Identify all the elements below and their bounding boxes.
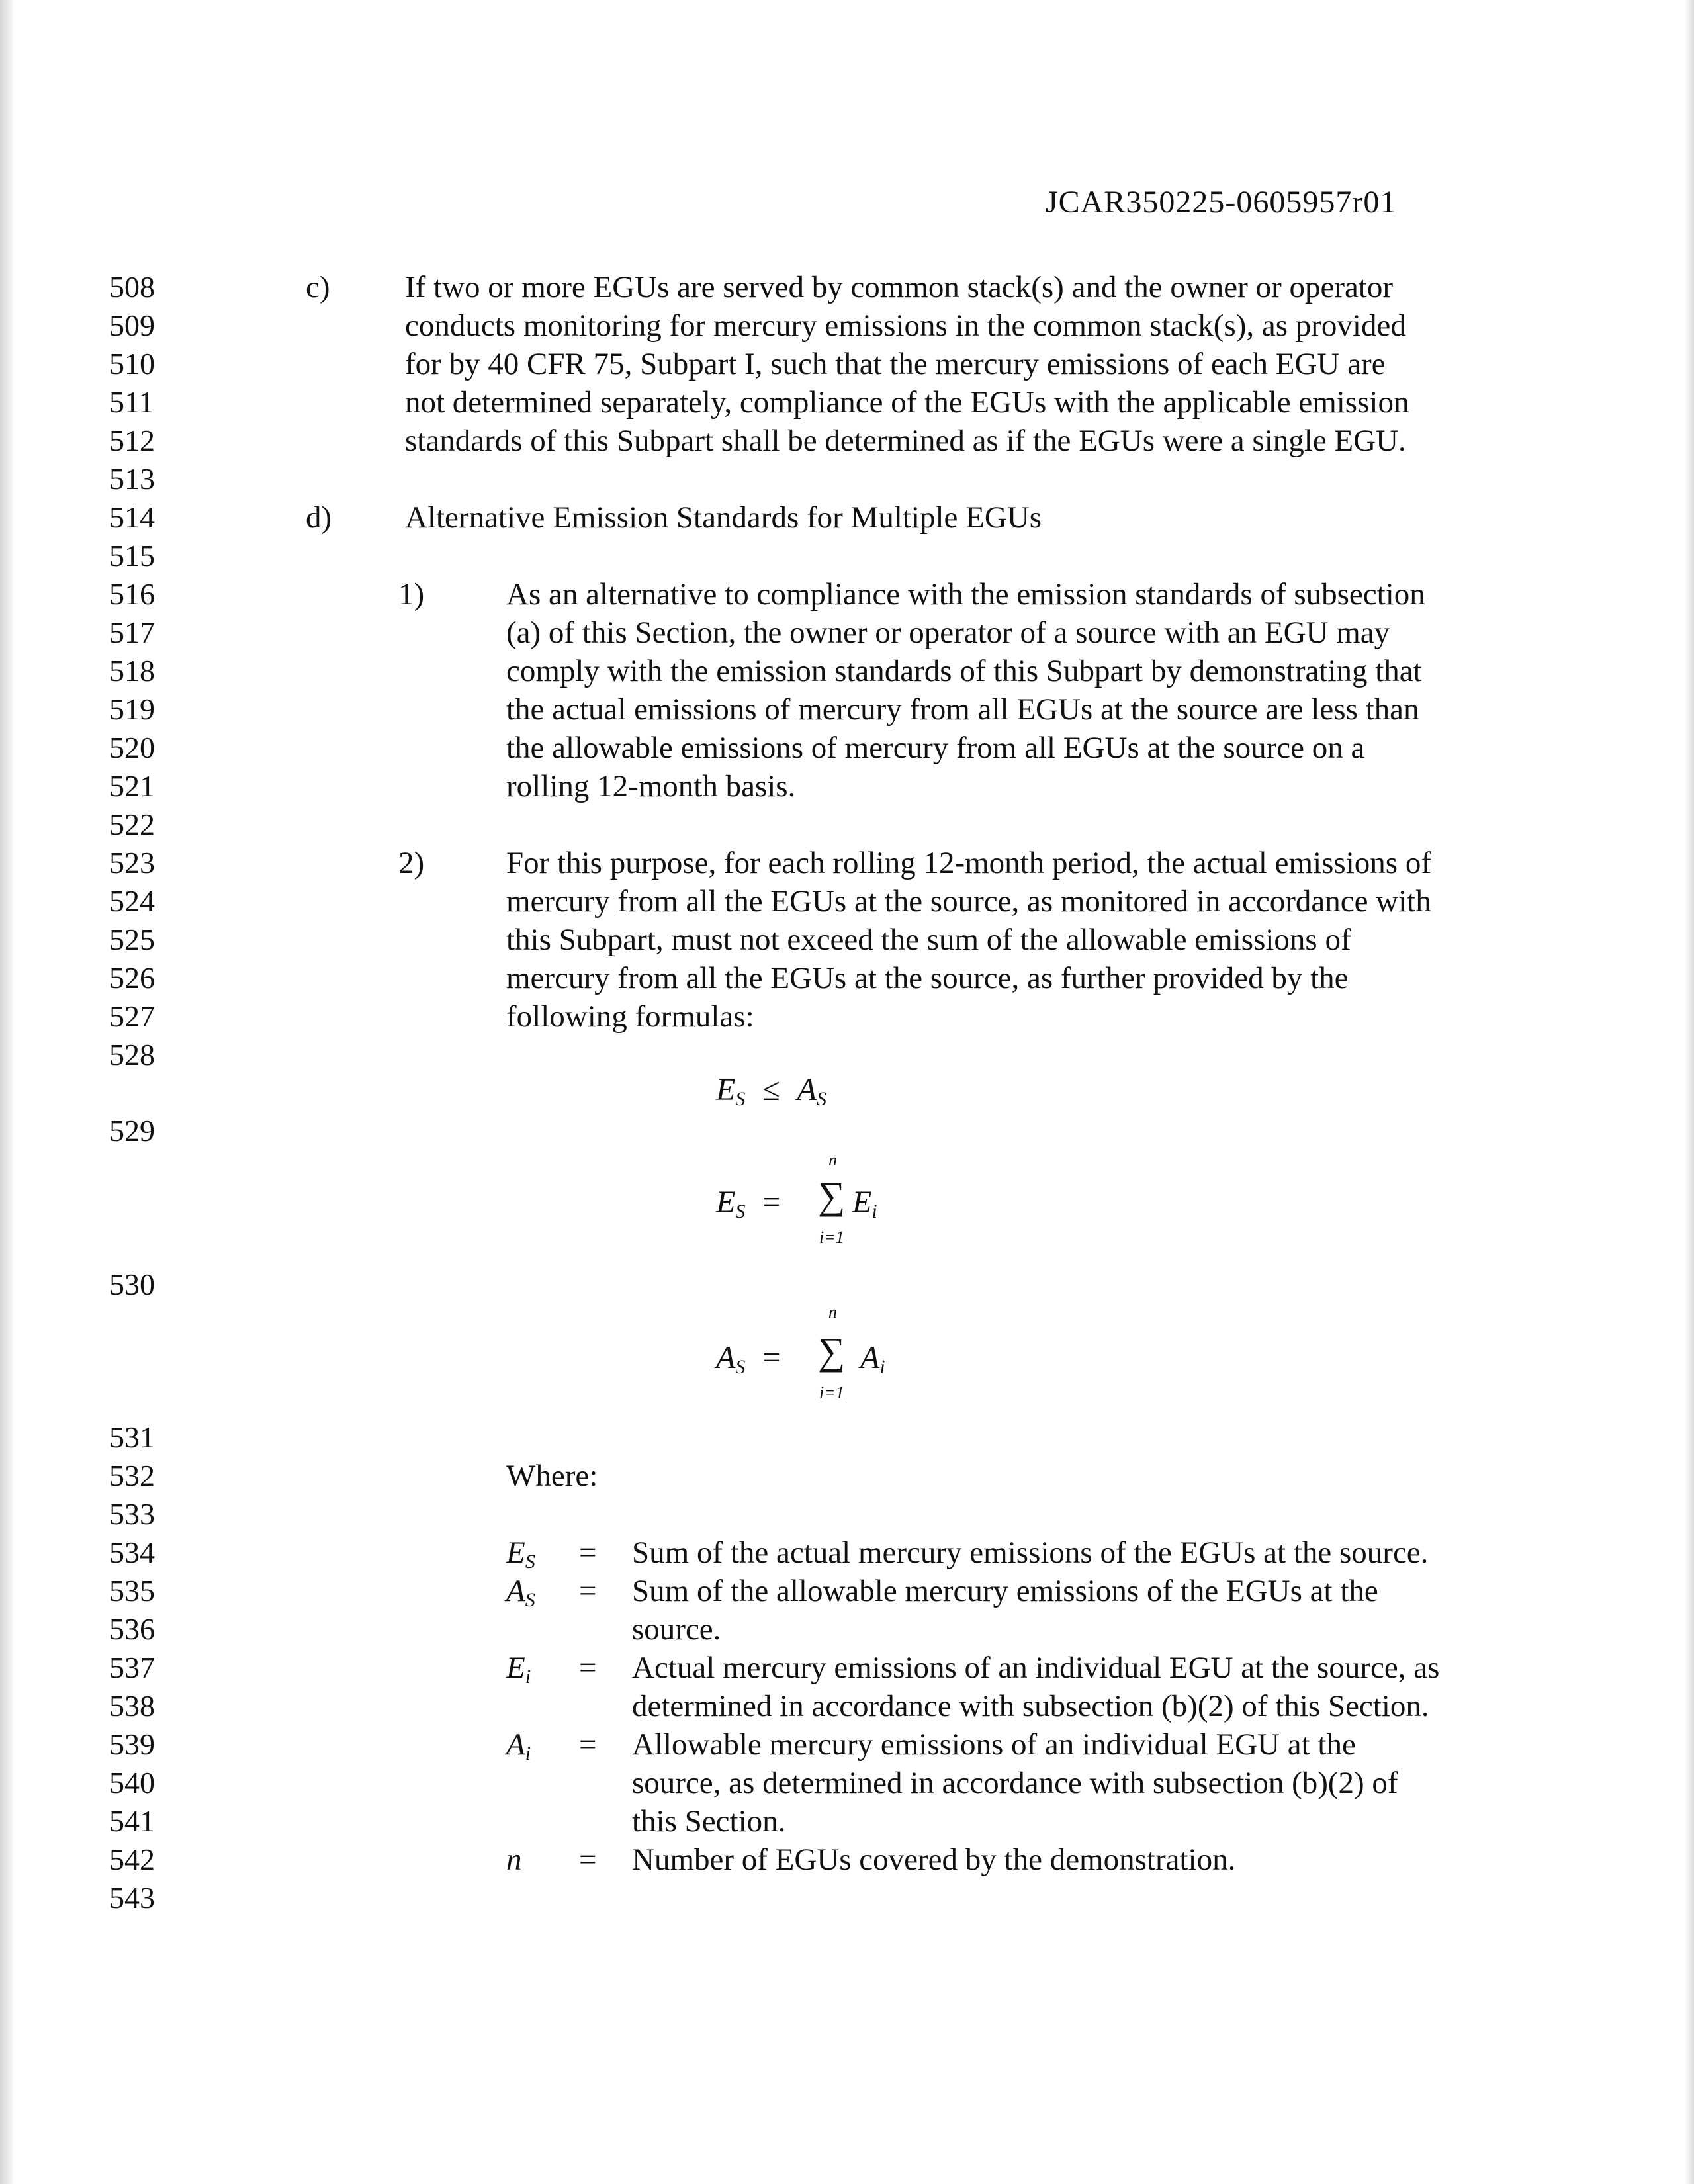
section-d-title: Alternative Emission Standards for Multiple EGUs: [405, 500, 1042, 535]
scan-edge-left: [0, 0, 15, 2184]
where-label: Where:: [506, 1459, 598, 1493]
definition-text: Sum of the allowable mercury emissions of the EGUs at the: [632, 1574, 1378, 1608]
definition-text: Allowable mercury emissions of an individual EGU at the: [632, 1727, 1356, 1762]
document-id: JCAR350225-0605957r01: [1046, 185, 1397, 220]
definition-text: this Section.: [632, 1804, 786, 1839]
line-number: 535: [109, 1574, 155, 1608]
line-number: 508: [109, 270, 155, 304]
definition-symbol: $A_S$: [506, 1574, 535, 1611]
line-number: 541: [109, 1804, 155, 1838]
definition-text: Actual mercury emissions of an individual EGU at the source, as: [632, 1651, 1440, 1685]
section-c-line: If two or more EGUs are served by common stack(s) and the owner or operator: [405, 270, 1394, 304]
formula-2-lower-limit: i=1: [819, 1228, 844, 1247]
formula-2-upper-limit: n: [828, 1150, 837, 1169]
line-number: 521: [109, 769, 155, 803]
line-number: 531: [109, 1420, 155, 1454]
line-number: 510: [109, 347, 155, 381]
section-d-marker: d): [306, 500, 332, 535]
line-number: 532: [109, 1459, 155, 1492]
item-1-line: As an alternative to compliance with the emission standards of subsection: [506, 577, 1425, 612]
definition-equals: =: [579, 1535, 597, 1570]
formula-1-rhs-sub: S: [817, 1088, 826, 1110]
line-number: 509: [109, 308, 155, 342]
item-1-line: (a) of this Section, the owner or operator of a source with an EGU may: [506, 615, 1390, 650]
line-number: 533: [109, 1497, 155, 1531]
formula-2-lhs-sub: S: [735, 1201, 746, 1222]
line-number: 539: [109, 1727, 155, 1761]
formula-2-op: =: [762, 1185, 781, 1220]
line-number: 515: [109, 539, 155, 572]
line-number: 523: [109, 846, 155, 880]
line-number: 540: [109, 1766, 155, 1799]
formula-3-lhs-sub: S: [735, 1356, 746, 1378]
line-number: 542: [109, 1843, 155, 1876]
item-2-line: For this purpose, for each rolling 12-month period, the actual emissions of: [506, 846, 1431, 880]
line-number: 530: [109, 1267, 155, 1301]
line-number: 522: [109, 807, 155, 841]
item-1-line: rolling 12-month basis.: [506, 769, 796, 803]
line-number: 519: [109, 692, 155, 726]
formula-2-term: [852, 1183, 877, 1231]
line-number: 512: [109, 424, 155, 457]
item-2-line: mercury from all the EGUs at the source, as monitored in accordance with: [506, 884, 1431, 919]
formula-3-term: [860, 1339, 885, 1387]
item-2-marker: 2): [398, 846, 425, 880]
line-number: 520: [109, 731, 155, 764]
formula-1-lhs: E: [716, 1072, 736, 1107]
definition-text: Sum of the actual mercury emissions of the EGUs at the source.: [632, 1535, 1429, 1570]
item-1-line: comply with the emission standards of this Subpart by demonstrating that: [506, 654, 1422, 688]
definition-text: Number of EGUs covered by the demonstration.: [632, 1843, 1236, 1877]
definition-equals: =: [579, 1651, 597, 1685]
definition-equals: =: [579, 1843, 597, 1877]
formula-2-lhs: E: [716, 1185, 736, 1220]
formula-3: [716, 1339, 797, 1387]
item-2-line: this Subpart, must not exceed the sum of the allowable emissions of: [506, 923, 1351, 957]
section-c-line: standards of this Subpart shall be determined as if the EGUs were a single EGU.: [405, 424, 1406, 458]
formula-1-rhs: A: [797, 1072, 817, 1107]
line-number: 526: [109, 961, 155, 995]
line-number: 514: [109, 500, 155, 534]
line-number: 529: [109, 1114, 155, 1148]
line-number: 536: [109, 1612, 155, 1646]
line-number: 511: [109, 385, 154, 419]
definition-symbol: $E_S$: [506, 1535, 535, 1572]
formula-1-lhs-sub: S: [735, 1088, 746, 1110]
item-1-line: the actual emissions of mercury from all EGUs at the source are less than: [506, 692, 1419, 727]
definition-equals: =: [579, 1727, 597, 1762]
formula-3-term-sub: i: [879, 1356, 885, 1378]
definition-symbol: $A_i$: [506, 1727, 531, 1764]
line-number: 513: [109, 462, 155, 496]
scan-edge-right: [1685, 0, 1694, 2184]
definition-symbol: n: [506, 1843, 522, 1877]
item-2-line: mercury from all the EGUs at the source, as further provided by the: [506, 961, 1349, 995]
sigma-icon: ∑: [818, 1330, 846, 1373]
item-1-marker: 1): [398, 577, 425, 612]
formula-2: [716, 1183, 797, 1231]
line-number: 543: [109, 1881, 155, 1915]
line-number: 516: [109, 577, 155, 611]
line-number: 528: [109, 1038, 155, 1071]
definition-text: source.: [632, 1612, 721, 1647]
line-number: 518: [109, 654, 155, 688]
line-number: 527: [109, 999, 155, 1033]
sigma-icon: ∑: [818, 1174, 846, 1217]
formula-1-op: ≤: [762, 1072, 780, 1107]
section-c-line: not determined separately, compliance of the EGUs with the applicable emission: [405, 385, 1409, 420]
line-number: 524: [109, 884, 155, 918]
formula-3-op: =: [762, 1340, 781, 1375]
formula-3-term-var: A: [860, 1340, 880, 1375]
section-c-line: for by 40 CFR 75, Subpart I, such that the mercury emissions of each EGU are: [405, 347, 1386, 381]
line-number: 525: [109, 923, 155, 956]
formula-2-term-sub: i: [871, 1201, 877, 1222]
item-1-line: the allowable emissions of mercury from all EGUs at the source on a: [506, 731, 1365, 765]
line-number: 534: [109, 1535, 155, 1569]
definition-text: determined in accordance with subsection (b)(2) of this Section.: [632, 1689, 1429, 1723]
formula-2-term-var: E: [852, 1185, 872, 1220]
line-number: 517: [109, 615, 155, 649]
definition-text: source, as determined in accordance with subsection (b)(2) of: [632, 1766, 1398, 1800]
formula-3-lower-limit: i=1: [819, 1383, 844, 1402]
definition-symbol: $E_i$: [506, 1651, 531, 1688]
line-number: 537: [109, 1651, 155, 1684]
section-c-marker: c): [306, 270, 330, 304]
formula-3-upper-limit: n: [828, 1302, 837, 1322]
formula-1: [716, 1071, 826, 1118]
section-c-line: conducts monitoring for mercury emissions in the common stack(s), as provided: [405, 308, 1406, 343]
definition-equals: =: [579, 1574, 597, 1608]
item-2-line: following formulas:: [506, 999, 754, 1034]
formula-3-lhs: A: [716, 1340, 736, 1375]
line-number: 538: [109, 1689, 155, 1723]
